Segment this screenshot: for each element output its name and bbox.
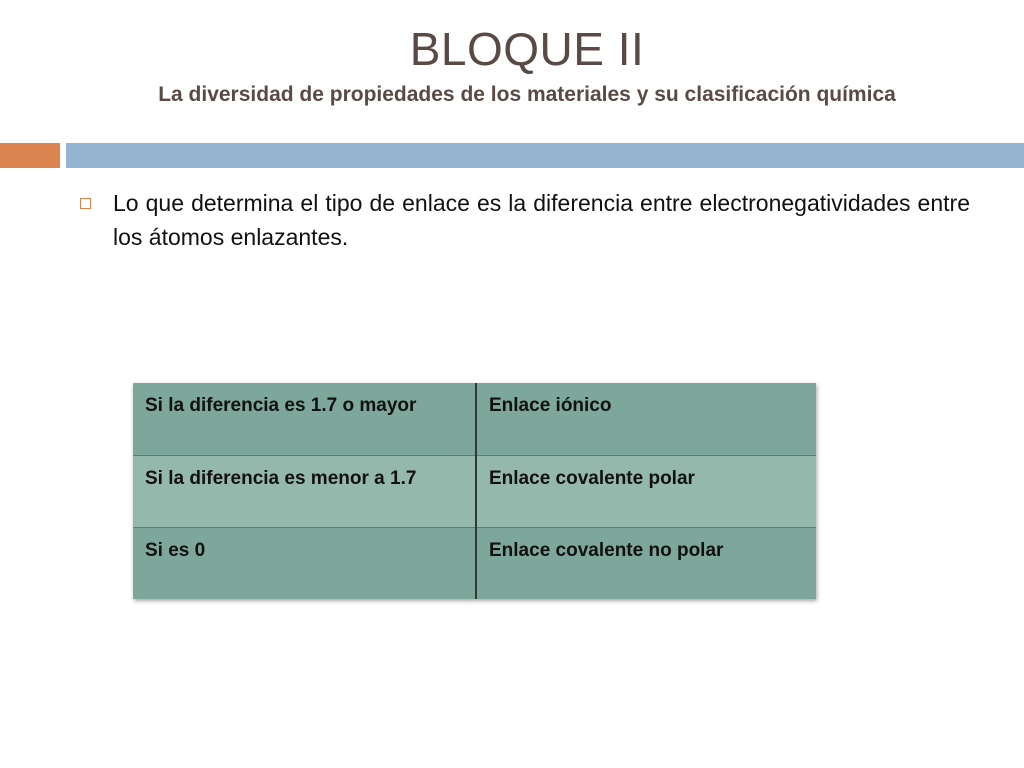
table-cell-result: Enlace iónico [489, 395, 612, 416]
bullet-item [80, 186, 970, 254]
table-cell-condition: Si la diferencia es 1.7 o mayor [133, 383, 476, 455]
slide-title: BLOQUE II [409, 23, 645, 75]
table-row [133, 383, 816, 455]
table-cell-condition: Si es 0 [133, 527, 476, 599]
bond-type-table [133, 383, 816, 599]
slide-subtitle: La diversidad de propiedades de los materiales y su clasificación química [158, 82, 896, 106]
table-cell-result: Enlace covalente no polar [489, 539, 724, 561]
table-row [133, 455, 816, 527]
table-row [133, 527, 816, 599]
header-bar [66, 143, 1024, 168]
accent-bar [0, 143, 60, 168]
bullet-text: Lo que determina el tipo de enlace es la diferencia entre electronegatividades entre los átomos enlazantes. [113, 190, 970, 250]
square-bullet-icon [80, 198, 91, 209]
table-cell-result: Enlace covalente polar [489, 467, 695, 489]
table-cell-condition: Si la diferencia es menor a 1.7 [133, 455, 476, 527]
title-area [60, 24, 994, 107]
